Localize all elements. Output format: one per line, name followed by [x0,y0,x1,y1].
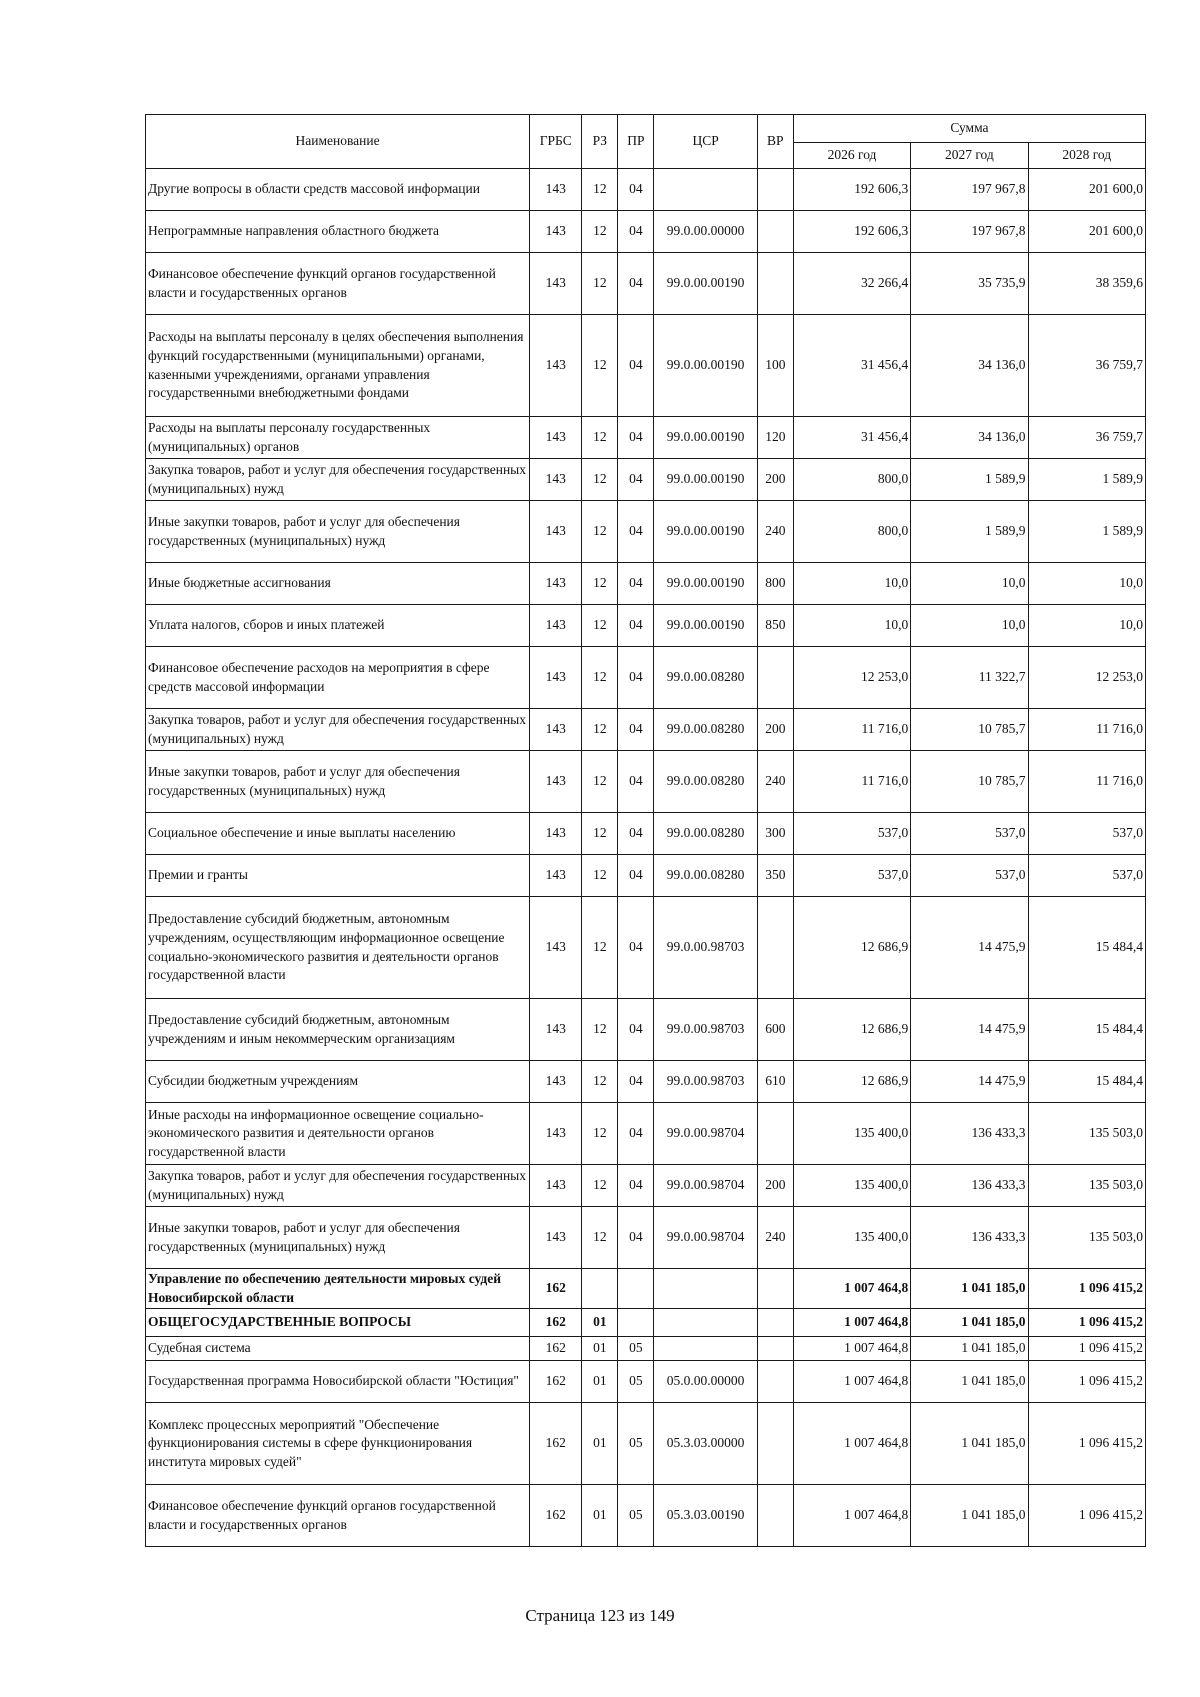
cell-vr [757,1103,793,1165]
table-row [146,813,1146,855]
table-row [146,1403,1146,1485]
cell-name: Уплата налогов, сборов и иных платежей [146,605,530,647]
cell-pr: 04 [618,417,654,459]
cell-sum-2028: 10,0 [1028,563,1145,605]
cell-sum-2027: 10 785,7 [911,751,1028,813]
cell-sum-2028: 1 096 415,2 [1028,1403,1145,1485]
cell-name: Судебная система [146,1337,530,1361]
cell-rz: 12 [582,1103,618,1165]
cell-grbs: 143 [530,253,582,315]
cell-name: Государственная программа Новосибирской области "Юстиция" [146,1361,530,1403]
cell-sum-2028: 36 759,7 [1028,315,1145,417]
cell-grbs: 143 [530,751,582,813]
cell-grbs: 162 [530,1269,582,1309]
cell-rz: 12 [582,647,618,709]
cell-grbs: 143 [530,647,582,709]
cell-pr [618,1269,654,1309]
cell-vr [757,1337,793,1361]
cell-rz: 12 [582,459,618,501]
cell-grbs: 143 [530,417,582,459]
cell-name: Непрограммные направления областного бюджета [146,211,530,253]
cell-grbs: 143 [530,459,582,501]
cell-sum-2026: 135 400,0 [793,1103,910,1165]
cell-sum-2028: 135 503,0 [1028,1103,1145,1165]
cell-name: Управление по обеспечению деятельности мировых судей Новосибирской области [146,1269,530,1309]
header-vr: ВР [757,115,793,169]
table-row [146,169,1146,211]
cell-vr [757,647,793,709]
table-row [146,751,1146,813]
cell-pr: 05 [618,1485,654,1547]
cell-pr: 05 [618,1337,654,1361]
cell-rz: 01 [582,1337,618,1361]
cell-rz: 12 [582,501,618,563]
header-year-2026: 2026 год [793,143,910,169]
cell-sum-2026: 12 253,0 [793,647,910,709]
cell-vr: 350 [757,855,793,897]
cell-name: Другие вопросы в области средств массовой информации [146,169,530,211]
header-year-2027: 2027 год [911,143,1028,169]
cell-pr: 04 [618,999,654,1061]
cell-csr: 99.0.00.98703 [654,897,757,999]
cell-sum-2027: 136 433,3 [911,1103,1028,1165]
cell-sum-2028: 15 484,4 [1028,999,1145,1061]
cell-sum-2027: 1 041 185,0 [911,1337,1028,1361]
header-csr: ЦСР [654,115,757,169]
cell-name: Комплекс процессных мероприятий "Обеспечение функционирования системы в сфере функционирования института мировых судей" [146,1403,530,1485]
cell-sum-2028: 135 503,0 [1028,1165,1145,1207]
cell-rz: 12 [582,855,618,897]
cell-name: Предоставление субсидий бюджетным, автономным учреждениям, осуществляющим информационное освещение социально-экономического развития и деятельности органов государственной власти [146,897,530,999]
cell-csr: 99.0.00.98704 [654,1165,757,1207]
cell-rz: 01 [582,1485,618,1547]
cell-name: Иные расходы на информационное освещение социально-экономического развития и деятельности органов государственной власти [146,1103,530,1165]
cell-name: Предоставление субсидий бюджетным, автономным учреждениям и иным некоммерческим организациям [146,999,530,1061]
cell-vr [757,211,793,253]
cell-sum-2026: 135 400,0 [793,1207,910,1269]
table-row [146,459,1146,501]
cell-rz: 01 [582,1361,618,1403]
cell-sum-2026: 1 007 464,8 [793,1403,910,1485]
cell-sum-2028: 1 589,9 [1028,501,1145,563]
cell-pr: 04 [618,813,654,855]
cell-pr: 04 [618,253,654,315]
cell-csr: 99.0.00.00000 [654,211,757,253]
cell-pr: 04 [618,459,654,501]
cell-sum-2026: 31 456,4 [793,315,910,417]
cell-csr: 99.0.00.00190 [654,563,757,605]
cell-sum-2028: 135 503,0 [1028,1207,1145,1269]
cell-sum-2026: 11 716,0 [793,709,910,751]
cell-rz: 12 [582,1207,618,1269]
cell-csr: 99.0.00.98704 [654,1103,757,1165]
cell-rz: 12 [582,1165,618,1207]
cell-csr: 99.0.00.08280 [654,709,757,751]
table-row [146,1165,1146,1207]
table-row [146,1485,1146,1547]
cell-pr: 04 [618,605,654,647]
table-row [146,647,1146,709]
cell-grbs: 143 [530,169,582,211]
cell-sum-2028: 15 484,4 [1028,1061,1145,1103]
table-row [146,999,1146,1061]
cell-sum-2027: 537,0 [911,813,1028,855]
table-row [146,211,1146,253]
cell-csr: 99.0.00.00190 [654,253,757,315]
cell-vr: 600 [757,999,793,1061]
cell-csr: 99.0.00.98704 [654,1207,757,1269]
cell-vr: 200 [757,459,793,501]
cell-vr: 300 [757,813,793,855]
cell-csr: 05.3.03.00000 [654,1403,757,1485]
cell-csr: 99.0.00.00190 [654,459,757,501]
page-number: Страница 123 из 149 [525,1606,675,1625]
cell-sum-2027: 136 433,3 [911,1207,1028,1269]
cell-sum-2026: 1 007 464,8 [793,1269,910,1309]
cell-csr: 05.3.03.00190 [654,1485,757,1547]
cell-sum-2026: 135 400,0 [793,1165,910,1207]
header-pr: ПР [618,115,654,169]
cell-sum-2026: 10,0 [793,563,910,605]
cell-rz: 12 [582,563,618,605]
cell-pr: 04 [618,855,654,897]
cell-grbs: 143 [530,1103,582,1165]
cell-rz: 12 [582,813,618,855]
cell-pr [618,1309,654,1337]
cell-sum-2027: 11 322,7 [911,647,1028,709]
cell-rz: 12 [582,211,618,253]
cell-sum-2027: 34 136,0 [911,315,1028,417]
cell-grbs: 143 [530,605,582,647]
cell-sum-2026: 1 007 464,8 [793,1309,910,1337]
cell-sum-2026: 537,0 [793,813,910,855]
cell-csr: 99.0.00.98703 [654,999,757,1061]
cell-rz: 12 [582,709,618,751]
cell-sum-2026: 1 007 464,8 [793,1337,910,1361]
cell-sum-2027: 537,0 [911,855,1028,897]
cell-grbs: 143 [530,315,582,417]
cell-name: Закупка товаров, работ и услуг для обеспечения государственных (муниципальных) нужд [146,459,530,501]
cell-sum-2027: 10,0 [911,605,1028,647]
cell-sum-2027: 1 041 185,0 [911,1485,1028,1547]
cell-csr: 99.0.00.08280 [654,751,757,813]
cell-name: ОБЩЕГОСУДАРСТВЕННЫЕ ВОПРОСЫ [146,1309,530,1337]
cell-vr: 200 [757,709,793,751]
cell-sum-2027: 1 041 185,0 [911,1269,1028,1309]
cell-pr: 05 [618,1361,654,1403]
cell-csr: 99.0.00.00190 [654,605,757,647]
cell-sum-2028: 12 253,0 [1028,647,1145,709]
cell-pr: 04 [618,563,654,605]
table-row [146,501,1146,563]
cell-sum-2026: 192 606,3 [793,169,910,211]
cell-name: Иные закупки товаров, работ и услуг для обеспечения государственных (муниципальных) нужд [146,751,530,813]
cell-sum-2027: 1 589,9 [911,459,1028,501]
cell-pr: 04 [618,709,654,751]
cell-sum-2028: 1 096 415,2 [1028,1269,1145,1309]
cell-sum-2027: 197 967,8 [911,211,1028,253]
cell-name: Финансовое обеспечение функций органов государственной власти и государственных органов [146,253,530,315]
cell-pr: 05 [618,1403,654,1485]
cell-sum-2026: 10,0 [793,605,910,647]
table-row [146,709,1146,751]
cell-csr: 99.0.00.00190 [654,501,757,563]
table-row [146,897,1146,999]
cell-grbs: 143 [530,211,582,253]
cell-sum-2027: 10,0 [911,563,1028,605]
cell-csr [654,1269,757,1309]
cell-grbs: 143 [530,1165,582,1207]
cell-pr: 04 [618,211,654,253]
cell-rz: 12 [582,605,618,647]
cell-csr [654,1309,757,1337]
table-row [146,315,1146,417]
cell-sum-2026: 12 686,9 [793,1061,910,1103]
table-row [146,1361,1146,1403]
cell-name: Иные бюджетные ассигнования [146,563,530,605]
cell-sum-2028: 201 600,0 [1028,211,1145,253]
cell-csr: 99.0.00.08280 [654,855,757,897]
table-row [146,1309,1146,1337]
header-year-2028: 2028 год [1028,143,1145,169]
cell-sum-2027: 1 041 185,0 [911,1309,1028,1337]
cell-vr: 850 [757,605,793,647]
cell-sum-2026: 12 686,9 [793,999,910,1061]
cell-pr: 04 [618,169,654,211]
cell-sum-2028: 1 589,9 [1028,459,1145,501]
cell-grbs: 143 [530,1061,582,1103]
cell-sum-2028: 537,0 [1028,855,1145,897]
cell-sum-2026: 800,0 [793,459,910,501]
cell-csr: 99.0.00.98703 [654,1061,757,1103]
cell-name: Финансовое обеспечение расходов на мероприятия в сфере средств массовой информации [146,647,530,709]
cell-vr [757,1485,793,1547]
cell-vr: 240 [757,1207,793,1269]
cell-grbs: 162 [530,1403,582,1485]
cell-sum-2028: 1 096 415,2 [1028,1309,1145,1337]
cell-vr: 120 [757,417,793,459]
cell-sum-2027: 14 475,9 [911,1061,1028,1103]
cell-name: Расходы на выплаты персоналу государственных (муниципальных) органов [146,417,530,459]
cell-rz: 12 [582,315,618,417]
cell-vr: 610 [757,1061,793,1103]
table-row [146,605,1146,647]
table-row [146,1269,1146,1309]
cell-sum-2026: 31 456,4 [793,417,910,459]
cell-pr: 04 [618,1165,654,1207]
cell-sum-2028: 11 716,0 [1028,751,1145,813]
cell-rz [582,1269,618,1309]
cell-sum-2027: 35 735,9 [911,253,1028,315]
table-row [146,1207,1146,1269]
cell-name: Финансовое обеспечение функций органов государственной власти и государственных органов [146,1485,530,1547]
cell-pr: 04 [618,751,654,813]
cell-vr [757,1309,793,1337]
cell-grbs: 143 [530,897,582,999]
cell-pr: 04 [618,315,654,417]
table-row [146,253,1146,315]
cell-name: Расходы на выплаты персоналу в целях обеспечения выполнения функций государственными (муниципальными) органами, казенными учреждениями, органами управления государственными внебюджетными фондами [146,315,530,417]
cell-pr: 04 [618,1103,654,1165]
cell-csr: 99.0.00.08280 [654,813,757,855]
cell-sum-2026: 1 007 464,8 [793,1485,910,1547]
cell-csr [654,1337,757,1361]
cell-grbs: 143 [530,1207,582,1269]
cell-sum-2026: 800,0 [793,501,910,563]
cell-sum-2028: 10,0 [1028,605,1145,647]
cell-sum-2027: 34 136,0 [911,417,1028,459]
cell-sum-2026: 11 716,0 [793,751,910,813]
cell-grbs: 143 [530,855,582,897]
cell-grbs: 143 [530,999,582,1061]
cell-name: Закупка товаров, работ и услуг для обеспечения государственных (муниципальных) нужд [146,1165,530,1207]
cell-sum-2027: 1 041 185,0 [911,1403,1028,1485]
cell-grbs: 162 [530,1337,582,1361]
cell-name: Иные закупки товаров, работ и услуг для обеспечения государственных (муниципальных) нужд [146,501,530,563]
cell-name: Премии и гранты [146,855,530,897]
cell-rz: 12 [582,999,618,1061]
cell-pr: 04 [618,647,654,709]
cell-sum-2028: 1 096 415,2 [1028,1485,1145,1547]
cell-grbs: 162 [530,1361,582,1403]
cell-pr: 04 [618,501,654,563]
cell-rz: 12 [582,897,618,999]
cell-sum-2027: 197 967,8 [911,169,1028,211]
cell-sum-2026: 12 686,9 [793,897,910,999]
cell-grbs: 143 [530,709,582,751]
cell-sum-2028: 1 096 415,2 [1028,1361,1145,1403]
cell-vr: 800 [757,563,793,605]
header-grbs: ГРБС [530,115,582,169]
cell-sum-2026: 32 266,4 [793,253,910,315]
cell-sum-2027: 14 475,9 [911,999,1028,1061]
cell-pr: 04 [618,1207,654,1269]
cell-sum-2028: 1 096 415,2 [1028,1337,1145,1361]
cell-rz: 01 [582,1403,618,1485]
cell-csr: 99.0.00.08280 [654,647,757,709]
cell-sum-2028: 36 759,7 [1028,417,1145,459]
cell-sum-2027: 10 785,7 [911,709,1028,751]
table-row [146,563,1146,605]
cell-name: Закупка товаров, работ и услуг для обеспечения государственных (муниципальных) нужд [146,709,530,751]
cell-rz: 01 [582,1309,618,1337]
cell-csr: 99.0.00.00190 [654,315,757,417]
cell-grbs: 162 [530,1485,582,1547]
cell-sum-2026: 1 007 464,8 [793,1361,910,1403]
cell-rz: 12 [582,253,618,315]
cell-sum-2027: 136 433,3 [911,1165,1028,1207]
cell-rz: 12 [582,751,618,813]
cell-vr [757,253,793,315]
cell-rz: 12 [582,169,618,211]
cell-vr: 200 [757,1165,793,1207]
cell-sum-2027: 14 475,9 [911,897,1028,999]
cell-sum-2028: 38 359,6 [1028,253,1145,315]
cell-vr [757,1361,793,1403]
cell-sum-2026: 192 606,3 [793,211,910,253]
table-body [146,169,1146,1547]
header-sum: Сумма [793,115,1145,143]
cell-name: Иные закупки товаров, работ и услуг для обеспечения государственных (муниципальных) нужд [146,1207,530,1269]
cell-csr [654,169,757,211]
cell-pr: 04 [618,1061,654,1103]
cell-vr [757,1403,793,1485]
cell-sum-2028: 537,0 [1028,813,1145,855]
cell-csr: 99.0.00.00190 [654,417,757,459]
cell-grbs: 143 [530,501,582,563]
header-name: Наименование [146,115,530,169]
cell-vr: 240 [757,501,793,563]
cell-sum-2028: 15 484,4 [1028,897,1145,999]
cell-name: Социальное обеспечение и иные выплаты населению [146,813,530,855]
table-row [146,1337,1146,1361]
cell-vr [757,169,793,211]
table-row [146,855,1146,897]
budget-table [145,114,1146,1547]
cell-sum-2028: 201 600,0 [1028,169,1145,211]
cell-csr: 05.0.00.00000 [654,1361,757,1403]
cell-grbs: 143 [530,813,582,855]
cell-grbs: 143 [530,563,582,605]
table-row [146,417,1146,459]
cell-vr [757,1269,793,1309]
cell-sum-2026: 537,0 [793,855,910,897]
table-row [146,1061,1146,1103]
cell-rz: 12 [582,417,618,459]
cell-vr: 240 [757,751,793,813]
header-rz: РЗ [582,115,618,169]
cell-vr: 100 [757,315,793,417]
table-row [146,1103,1146,1165]
cell-sum-2027: 1 589,9 [911,501,1028,563]
cell-rz: 12 [582,1061,618,1103]
cell-sum-2028: 11 716,0 [1028,709,1145,751]
cell-name: Субсидии бюджетным учреждениям [146,1061,530,1103]
cell-pr: 04 [618,897,654,999]
cell-grbs: 162 [530,1309,582,1337]
cell-sum-2027: 1 041 185,0 [911,1361,1028,1403]
cell-vr [757,897,793,999]
